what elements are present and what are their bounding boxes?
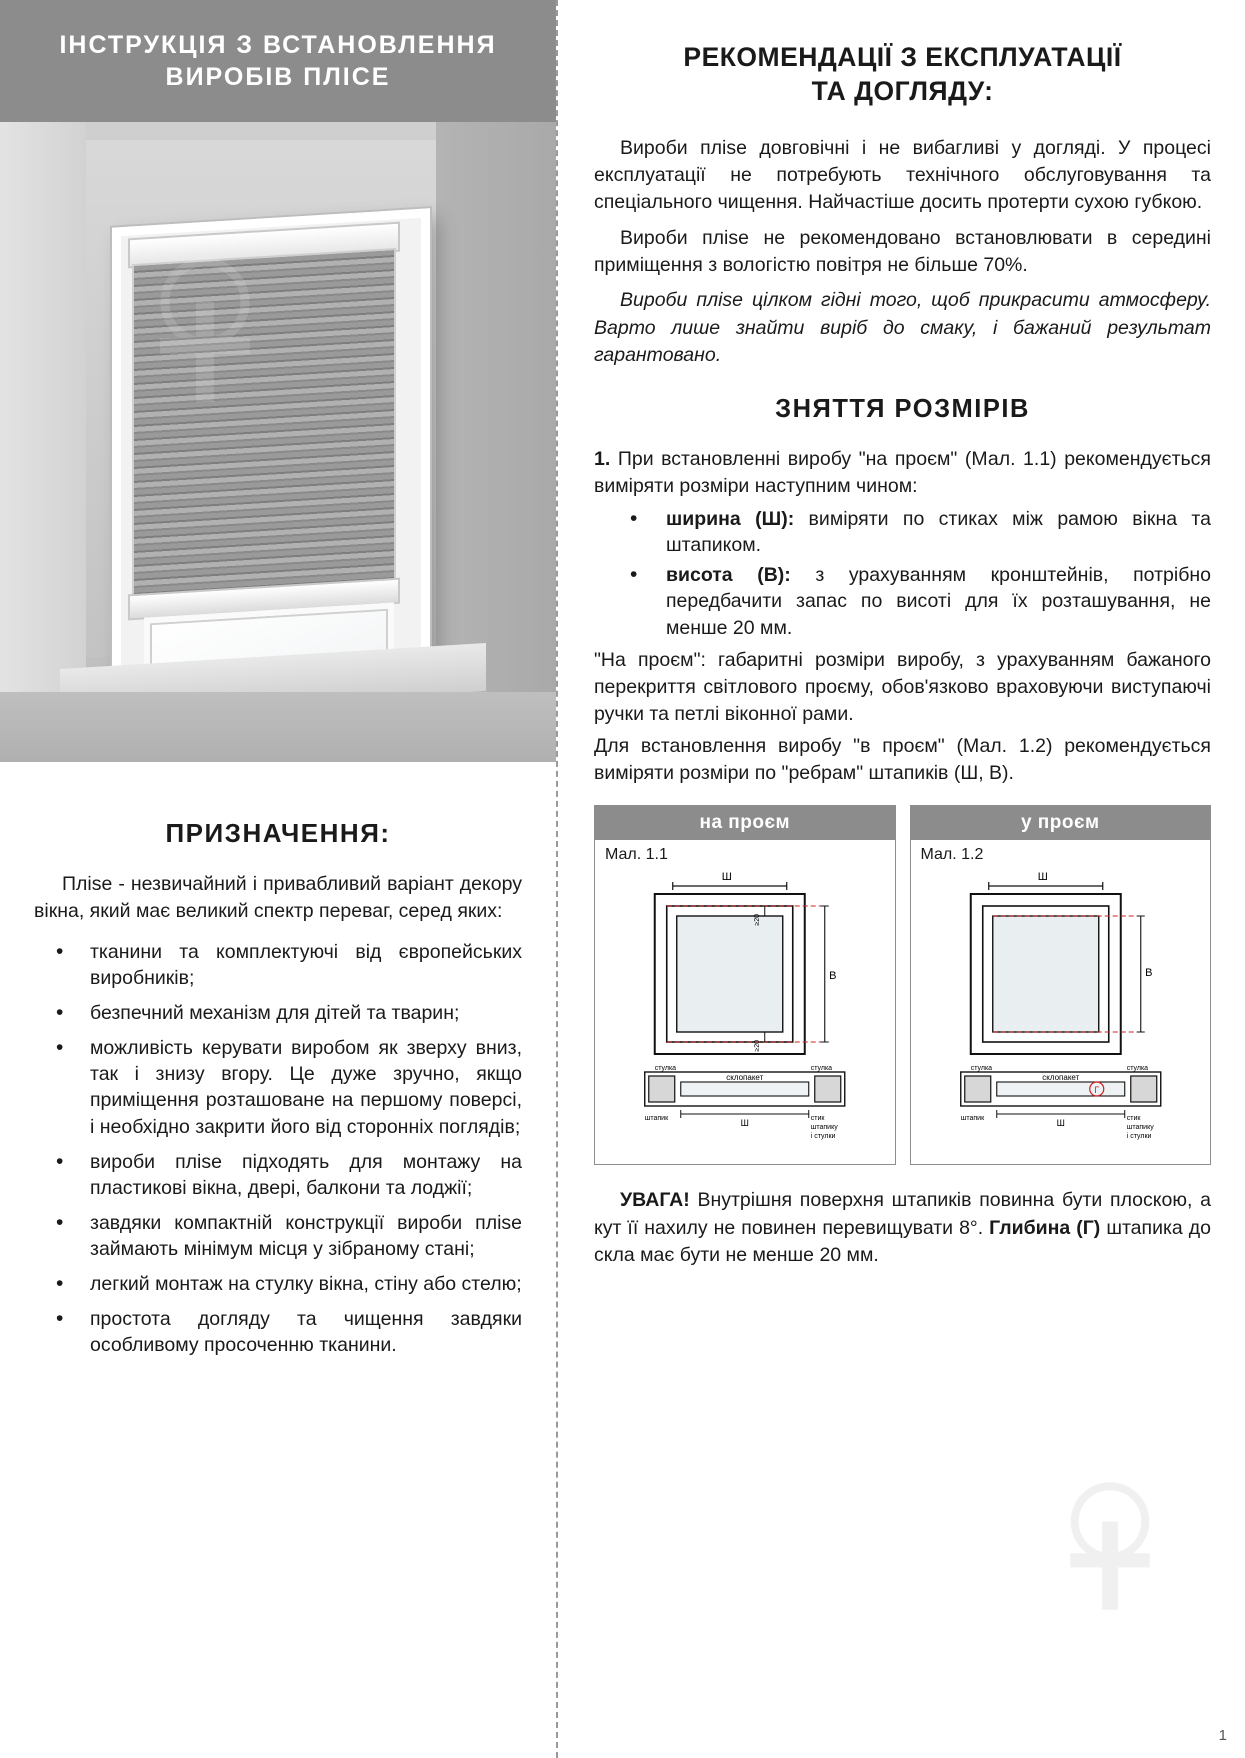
- svg-text:В: В: [1144, 967, 1152, 980]
- left-header-banner: [0, 0, 556, 122]
- list-item: • тканини та комплектуючі від європейських виробників;: [34, 939, 522, 991]
- list-item: • безпечний механізм для дітей та тварин;: [34, 1000, 522, 1026]
- list-item: • вироби пліse підходять для монтажу на пластикові вікна, двері, балкони та лоджії;: [34, 1149, 522, 1201]
- svg-text:штапик: штапик: [644, 1115, 669, 1123]
- measurement-title: ЗНЯТТЯ РОЗМІРІВ: [775, 395, 1030, 424]
- svg-text:штапику: штапику: [810, 1124, 838, 1132]
- svg-text:≥20: ≥20: [753, 1040, 761, 1052]
- svg-text:стик: стик: [810, 1115, 825, 1123]
- list-item: • можливість керувати виробом як зверху вниз, так і знизу вгору. Це дуже зручно, якщо приміщення розташоване на першому поверсі, і необхідно закрити його від сторонніх поглядів;: [34, 1035, 522, 1140]
- left-column: [0, 0, 556, 1758]
- svg-text:Ш: Ш: [1037, 871, 1048, 884]
- purpose-bullet-list: [34, 939, 522, 1359]
- warning-label: УВАГА!: [620, 1189, 690, 1212]
- svg-text:стулка: стулка: [810, 1065, 833, 1073]
- svg-text:≥20: ≥20: [753, 914, 761, 926]
- right-column: [556, 0, 1245, 1758]
- list-item: [594, 562, 1211, 640]
- drawing-head-2: у проєм: [911, 806, 1211, 840]
- bullet-text-height: з урахуванням кронштейнів, потрібно передбачити запас по висоті для їх розташування, не менше 20 мм.: [666, 564, 1211, 639]
- svg-text:стулка: стулка: [1126, 1065, 1148, 1073]
- warning-text: Внутрішня поверхня штапиків повинна бути плоскою, а кут її нахилу не повинен перевищувати 8°.: [594, 1189, 1211, 1239]
- bullet-label-height: висота (В):: [666, 564, 791, 587]
- list-item: • простота догляду та чищення завдяки особливому просоченню тканини.: [34, 1306, 522, 1358]
- bullet-text-width: виміряти по стиках між рамою вікна та штапиком.: [666, 508, 1211, 557]
- svg-text:і стулки: і стулки: [1126, 1133, 1151, 1141]
- page-number: 1: [1218, 1727, 1227, 1744]
- svg-text:Ш: Ш: [721, 871, 732, 884]
- care-paragraph-1: Вироби пліse довговічні і не вибагливі у догляді. У процесі експлуатації не потребують технічного обслуговування та спеціального чищення. Найчастіше досить протерти сухою губкою.: [594, 136, 1211, 214]
- watermark-icon-secondary: [1035, 1468, 1185, 1628]
- bullet-label-width: ширина (Ш):: [666, 508, 795, 531]
- list-item: • завдяки компактній конструкції вироби пліse займають мінімум місця у зібраному стані;: [34, 1210, 522, 1262]
- svg-text:В: В: [829, 970, 837, 983]
- left-text-body: [0, 762, 556, 1359]
- header-line-2: ВИРОБІВ ПЛІСЕ: [165, 63, 391, 91]
- svg-text:стулка: стулка: [654, 1065, 677, 1073]
- photo-pleated-fabric: [132, 248, 396, 598]
- drawing-box-on-opening: [594, 805, 896, 1165]
- list-item: • легкий монтаж на стулку вікна, стіну або стелю;: [34, 1271, 522, 1297]
- care-paragraph-2: Вироби пліse не рекомендовано встановлювати в середині приміщення з вологістю повітря не більше 70%.: [594, 226, 1211, 277]
- right-title-line-2: ТА ДОГЛЯДУ:: [811, 76, 994, 107]
- svg-text:Г: Г: [1093, 1085, 1099, 1096]
- photo-floor: [0, 692, 556, 762]
- warning-text-2: штапика до скла має бути не менше 20 мм.: [594, 1216, 1212, 1266]
- purpose-title: ПРИЗНАЧЕННЯ:: [165, 818, 391, 848]
- purpose-intro: Пліse - незвичайний і привабливий варіант декору вікна, який має великий спектр переваг, серед яких:: [34, 873, 522, 922]
- list-item: [594, 506, 1211, 558]
- drawing-svg-1: [595, 864, 895, 1164]
- svg-text:Ш: Ш: [1056, 1118, 1065, 1129]
- care-paragraph-italic: Вироби пліse цілком гідні того, щоб прикрасити атмосферу. Варто лише знайти виріб до смаку, і бажаний результат гарантовано.: [594, 289, 1211, 366]
- measurement-intro: [594, 446, 1211, 500]
- measurement-intro-number: 1.: [594, 448, 611, 471]
- warning-paragraph: [594, 1187, 1211, 1269]
- svg-text:штапик: штапик: [960, 1115, 984, 1123]
- measurement-note-1: "На проєм": габаритні розміри виробу, з урахуванням бажаного перекриття світлового проєму, обов'язково враховуючи виступаючі ручки та петлі віконної рами.: [594, 648, 1211, 725]
- measurement-bullet-list: [594, 506, 1211, 641]
- drawings-container: [594, 805, 1211, 1165]
- drawing-caption-1: Мал. 1.1: [605, 846, 668, 864]
- header-line-1: ІНСТРУКЦІЯ З ВСТАНОВЛЕННЯ: [59, 31, 497, 59]
- product-photo: [0, 122, 556, 762]
- svg-text:Ш: Ш: [740, 1118, 749, 1129]
- measurement-intro-text: При встановленні виробу "на проєм" (Мал. 1.1) рекомендується виміряти розміри наступним чином:: [594, 448, 1211, 498]
- drawing-head-1: на проєм: [595, 806, 895, 840]
- svg-text:стулка: стулка: [970, 1065, 992, 1073]
- svg-text:і стулки: і стулки: [810, 1133, 836, 1141]
- svg-text:склопакет: склопакет: [726, 1073, 764, 1083]
- page-title: [594, 40, 1211, 109]
- measurement-note-2: Для встановлення виробу "в проєм" (Мал. 1.2) рекомендується виміряти розміри по "ребрам" штапиків (Ш, В).: [594, 735, 1211, 785]
- drawing-box-in-opening: [910, 805, 1212, 1165]
- svg-text:штапику: штапику: [1126, 1124, 1154, 1132]
- drawing-caption-2: Мал. 1.2: [920, 846, 984, 864]
- photo-wall-left: [0, 122, 86, 762]
- warning-bold-depth: Глибина (Г): [989, 1216, 1101, 1239]
- right-title-line-1: РЕКОМЕНДАЦІЇ З ЕКСПЛУАТАЦІЇ: [683, 42, 1122, 72]
- svg-text:стик: стик: [1126, 1115, 1140, 1123]
- drawing-svg-2: [911, 864, 1211, 1164]
- svg-text:склопакет: склопакет: [1041, 1073, 1079, 1083]
